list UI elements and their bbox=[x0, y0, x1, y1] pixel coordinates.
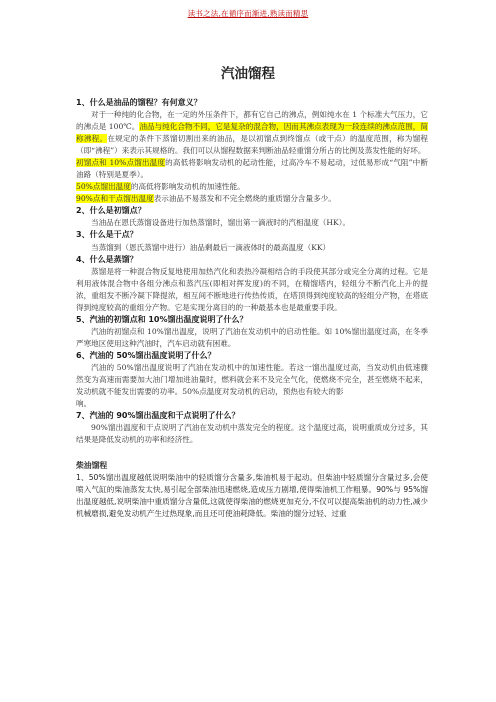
q2-text: 当油品在恩氏蒸馏设备进行加热蒸馏时，馏出第一滴液时的汽相温度（HK）。 bbox=[91, 218, 351, 228]
q1-text-tail: 在规定的条件下蒸馏切割出来的油品，是以初馏点到终馏点（或干点）的温度范围，称为馏程（即“沸程”）来表示其规格的。我们可以从馏程数据来判断油品轻重馏分所占的比例及蒸发性能的好坏。 bbox=[76, 134, 428, 156]
q7-text: 90%馏出温度和干点说明了汽油在发动机中蒸发完全的程度。这个温度过高，说明重质成分过多，其结果是降低发动机的功率和经济性。 bbox=[76, 423, 428, 445]
q2-heading: 2、什么是初馏点？ bbox=[76, 206, 146, 216]
q1-text-highlight: 油品与纯化合物不同，它是复杂的混合物，因而其沸点表现为一段连续的沸点范围，简称沸程。 bbox=[76, 122, 428, 144]
q1-text-plain: 对于一种纯的化合物，在一定的外压条件下，都有它自己的沸点，例如纯水在 1 个标准大气压力，它的沸点是 100℃。 bbox=[76, 110, 428, 132]
page-header-motto: 读书之法,在循序而渐进,熟读而精思 bbox=[187, 9, 309, 18]
q4-text: 蒸馏是将一种混合物反复地使用加热汽化和表热冷凝相结合的手段使其部分或完全分离的过程。它是利用液体混合物中各组分沸点和蒸汽压(即相对挥发度)的不同，在精馏塔内，轻组分不断汽化上升的提浓，重组发不断冷凝下降提浓，相互间不断地进行传热传质，在塔顶得到纯度较高的轻组分产物，在塔底得到纯度较高的重组分产物。它是实现分离目的的一种最基本也是最重要手段。 bbox=[76, 266, 428, 312]
section-gap bbox=[76, 446, 428, 460]
q1-50-point-text: 的高低将影响发动机的加速性能。 bbox=[130, 182, 245, 192]
q1-paragraph bbox=[76, 109, 428, 157]
q1-90-point-highlight: 90%点和干点馏出温度 bbox=[76, 194, 154, 204]
q1-initial-point-note bbox=[76, 157, 428, 181]
q1-50-point-note bbox=[76, 181, 428, 193]
q6-tail: 响。 bbox=[76, 399, 92, 409]
q4-heading: 4、什么是蒸馏？ bbox=[76, 254, 138, 264]
q6-heading: 6、汽油的 50%馏出温度说明了什么？ bbox=[76, 351, 216, 361]
diesel-text: 1、50%馏出温度越低说明柴油中的轻质馏分含量多,柴油机易于起动。但柴油中轻质馏分含量过多,会使喷入气缸的柴油蒸发太快,易引起全部柴油迅速燃烧,造成压力剧增,使得柴油机工作粗暴。90%与 95%馏出温度越低,说明柴油中重质馏分含量低,这就使得柴油的燃烧更加充分,不仅可以提高柴油机的动力性,减少机械磨损,避免发动机产生过热现象,而且还可使油耗降低。柴油的馏分过轻、过重 bbox=[76, 473, 428, 519]
q1-heading: 1、什么是油品的馏程？有何意义？ bbox=[76, 98, 202, 107]
q1-50-point-highlight: 50%点馏出温度 bbox=[76, 182, 131, 192]
diesel-heading: 柴油馏程 bbox=[76, 461, 108, 471]
q1-90-point-note bbox=[76, 193, 428, 205]
q1-90-point-text: 表示油品不易蒸发和不完全燃烧的重质馏分含量多少。 bbox=[153, 194, 336, 204]
q3-text: 当蒸馏到（恩氏蒸馏中进行）油品剩最后一滴液体时的最高温度（KK） bbox=[91, 242, 331, 252]
document-title: 汽油馏程 bbox=[221, 66, 275, 82]
q6-text: 汽油的 50%馏出温度说明了汽油在发动机中的加速性能。若这一馏出温度过高，当发动机由低速骤然变为高速而需要加大油门增加进油量时，燃料就会来不及完全气化，使燃烧不完全，甚至燃烧不起来，发动机就不能发出需要的功率。50%点温度对发动机的启动，预热也有较大的影 bbox=[76, 363, 428, 397]
q3-heading: 3、什么是干点？ bbox=[76, 230, 138, 240]
document-body bbox=[76, 97, 428, 520]
q1-initial-point-highlight: 初馏点和 10%点馏出温度 bbox=[76, 158, 166, 168]
q7-heading: 7、汽油的 90%馏出温度和干点说明了什么？ bbox=[76, 411, 240, 421]
q5-heading: 5、汽油的初馏点和 10%馏出温度说明了什么？ bbox=[76, 314, 248, 324]
q5-text: 汽油的初馏点和 10%馏出温度，说明了汽油在发动机中的启动性能。如 10%馏出温度过高，在冬季严寒地区使用这种汽油时，汽车启动就有困难。 bbox=[76, 327, 428, 349]
q1-initial-point-text: 的高低将影响发动机的起动性能，过高冷车不易起动，过低易形成“气阻”中断油路（特别是夏季）。 bbox=[76, 158, 428, 180]
